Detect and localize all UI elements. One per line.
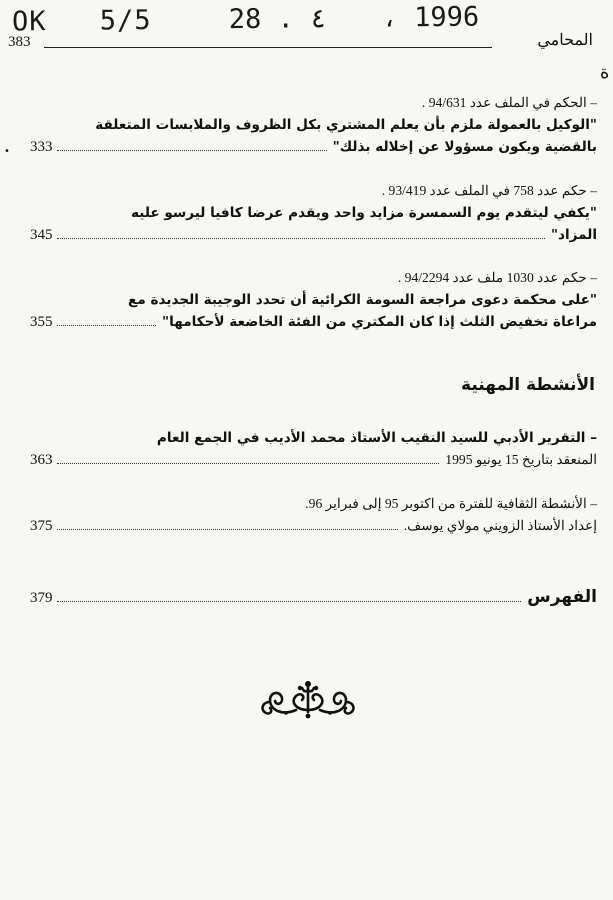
leader-dots [57,237,545,239]
running-header-title: المحامي [537,30,593,49]
header-rule [44,47,492,48]
decorative-ornament [256,680,360,720]
entry-quote: "يكفي ليتقدم يوم السمسرة مزايد واحد ويقدم عرضا كافيا ليرسو عليه [131,205,597,221]
handwritten-date-b: ، 1996 [381,1,480,34]
toc-entry [30,586,597,609]
index-heading: الفهرس [527,587,597,607]
entry-quote: "الوكيل بالعمولة ملزم بأن يعلم المشتري بكل الظروف والملابسات المتعلقة [95,117,597,133]
entry-page-number: 375 [30,518,53,534]
entry-last-line [30,136,597,158]
page-number: 383 [8,34,31,50]
entry-page-number: 333 [30,139,53,155]
entry-lead: – حكم عدد 1030 ملف عدد 94/2294 . [397,270,597,285]
entry-last-line [30,224,597,246]
leader-dots [57,528,398,530]
entry-page-number: 355 [30,314,53,330]
section-heading: الأنشطة المهنية [461,375,595,395]
leader-dots [57,149,327,151]
entry-quote: "على محكمة دعوى مراجعة السومة الكرائية أن تحدد الوجيبة الجديدة مع [128,292,597,308]
margin-mark: ﺓ [600,62,610,83]
index-line [30,586,597,609]
entry-page-number: 345 [30,227,53,243]
entry-page-number: 379 [30,590,53,606]
toc-entry [30,92,597,158]
entry-page-number: 363 [30,452,53,468]
entry-last-line [30,449,597,471]
entry-quote-end: المزاد" [550,227,597,243]
leader-dots [57,600,522,602]
entry-title: – التقرير الأدبي للسيد النقيب الأستاذ محمد الأديب في الجمع العام [156,430,597,446]
leader-dots [57,324,157,326]
entry-last-line [30,515,597,537]
handwritten-date-a: 28 . ٤ [228,3,327,36]
entry-title-end: إعداد الأستاذ الزويني مولاي يوسف. [403,518,597,533]
entry-lead: – حكم عدد 758 في الملف عدد 93/419 . [381,183,597,198]
entry-last-line [30,311,597,333]
margin-dot: • [4,146,10,157]
toc-entry [30,180,597,246]
toc-entry [30,267,597,333]
entry-quote-end: مراعاة تخفيض الثلث إذا كان المكتري من الفئة الخاضعة لأحكامها" [162,314,597,330]
entry-quote-end: بالقضية ويكون مسؤولا عن إخلاله بذلك" [332,139,597,155]
entry-title: – الأنشطة الثقافية للفترة من اكتوبر 95 إلى فبراير 96. [305,496,597,511]
leader-dots [57,462,440,464]
toc-entry [30,493,597,537]
entry-lead: – الحكم في الملف عدد 94/631 . [421,95,597,110]
handwritten-ok: OK [11,6,47,38]
handwritten-code: 5/5 [99,4,152,37]
toc-entry [30,427,597,471]
entry-title-end: المنعقد بتاريخ 15 يونيو 1995 [445,452,597,467]
handwritten-note [12,2,479,38]
